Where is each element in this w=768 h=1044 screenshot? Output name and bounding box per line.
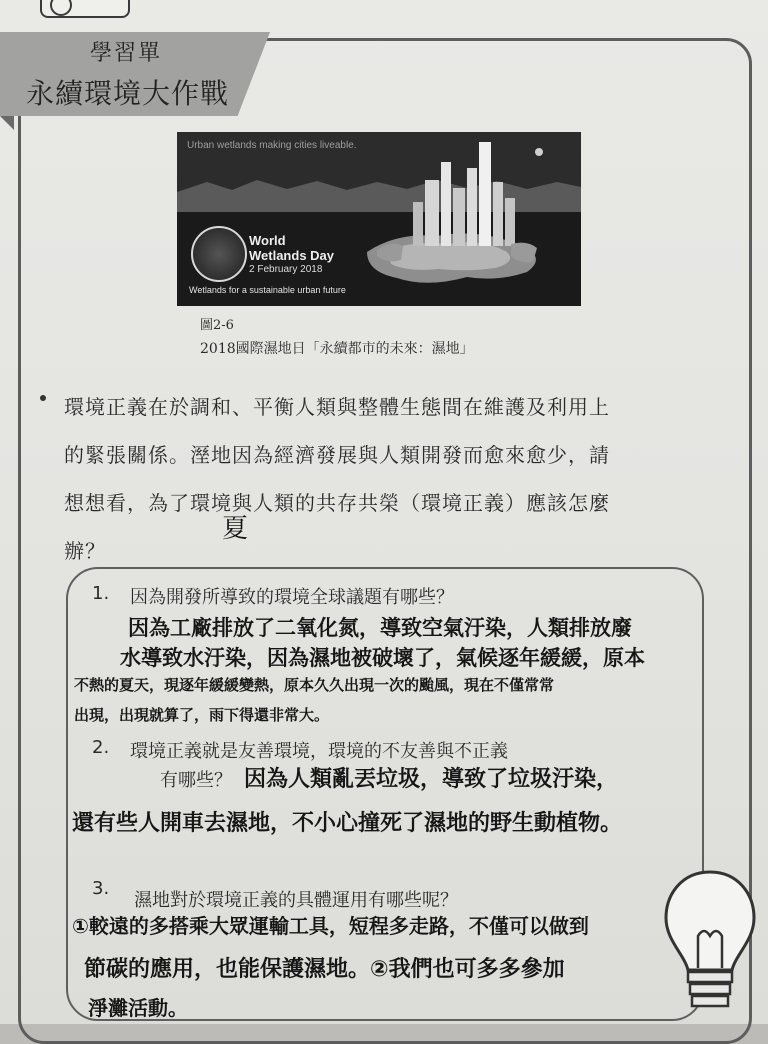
- question-1-number: 1.: [92, 583, 110, 604]
- worksheet-subtitle: 永續環境大作戰: [26, 77, 230, 110]
- globe-icon: [50, 0, 72, 16]
- question-2-number: 2.: [92, 737, 110, 758]
- banner-fold-decoration: [0, 116, 14, 130]
- answer-2-line: 還有些人開車去濕地，不小心撞死了濕地的野生動植物。: [72, 811, 623, 836]
- answer-1-line: 不熱的夏天，現逐年緩緩變熱，原本久久出現一次的颱風，現在不僅常常: [74, 676, 555, 694]
- answer-1-line: 出現，出現就算了，雨下得還非常大。: [74, 706, 330, 724]
- globe-tab-decoration: [40, 0, 130, 18]
- figure-number: 圖2-6: [200, 318, 234, 333]
- poster-date: 2 February 2018: [249, 264, 323, 275]
- figure-caption: 2018國際濕地日「永續都市的未來：濕地」: [200, 341, 474, 357]
- lightbulb-icon: [660, 868, 760, 1032]
- worksheet-title: 學習單: [90, 41, 163, 66]
- answer-3-line: 節碳的應用，也能保護濕地。②我們也可多多參加: [84, 957, 565, 982]
- answer-3-line: ①較遠的多搭乘大眾運輸工具，短程多走路，不僅可以做到: [72, 914, 589, 938]
- question-3-number: 3.: [92, 878, 110, 899]
- answer-2-line: 因為人類亂丟垃圾，導致了垃圾汙染，: [244, 767, 619, 792]
- poster-title-line1: World: [249, 233, 286, 248]
- bullet-dot: [40, 395, 46, 401]
- answer-3-line: 淨灘活動。: [88, 996, 188, 1020]
- poster-title-line2: Wetlands Day: [249, 248, 335, 263]
- wetlands-logo-icon: [191, 226, 247, 282]
- poster-illustration: [177, 132, 581, 306]
- prompt-line: 環境正義在於調和、平衡人類與整體生態間在維護及利用上: [64, 395, 610, 419]
- answer-1-line: 因為工廠排放了二氧化氮，導致空氣汙染，人類排放廢: [128, 616, 632, 640]
- question-1-text: 因為開發所導致的環境全球議題有哪些？: [130, 587, 454, 608]
- prompt-line: 的緊張關係。溼地因為經濟發展與人類開發而愈來愈少，請: [64, 443, 610, 467]
- question-3-text: 濕地對於環境正義的具體運用有哪些呢？: [134, 890, 458, 911]
- wetlands-day-poster: [177, 132, 581, 306]
- question-2-text-line2: 有哪些？: [160, 770, 232, 791]
- poster-footer: Wetlands for a sustainable urban future: [189, 285, 346, 295]
- answer-1-line: 水導致水汙染，因為濕地被破壞了，氣候逐年緩緩，原本: [120, 646, 645, 670]
- discussion-prompt: [64, 383, 724, 575]
- handwritten-name: 夏: [222, 514, 249, 544]
- prompt-line: 辦？: [64, 539, 106, 563]
- poster-tagline: Urban wetlands making cities liveable.: [187, 140, 357, 151]
- question-2-text-line1: 環境正義就是友善環境，環境的不友善與不正義: [130, 741, 508, 762]
- prompt-line: 想想看，為了環境與人類的共存共榮（環境正義）應該怎麼: [64, 491, 610, 515]
